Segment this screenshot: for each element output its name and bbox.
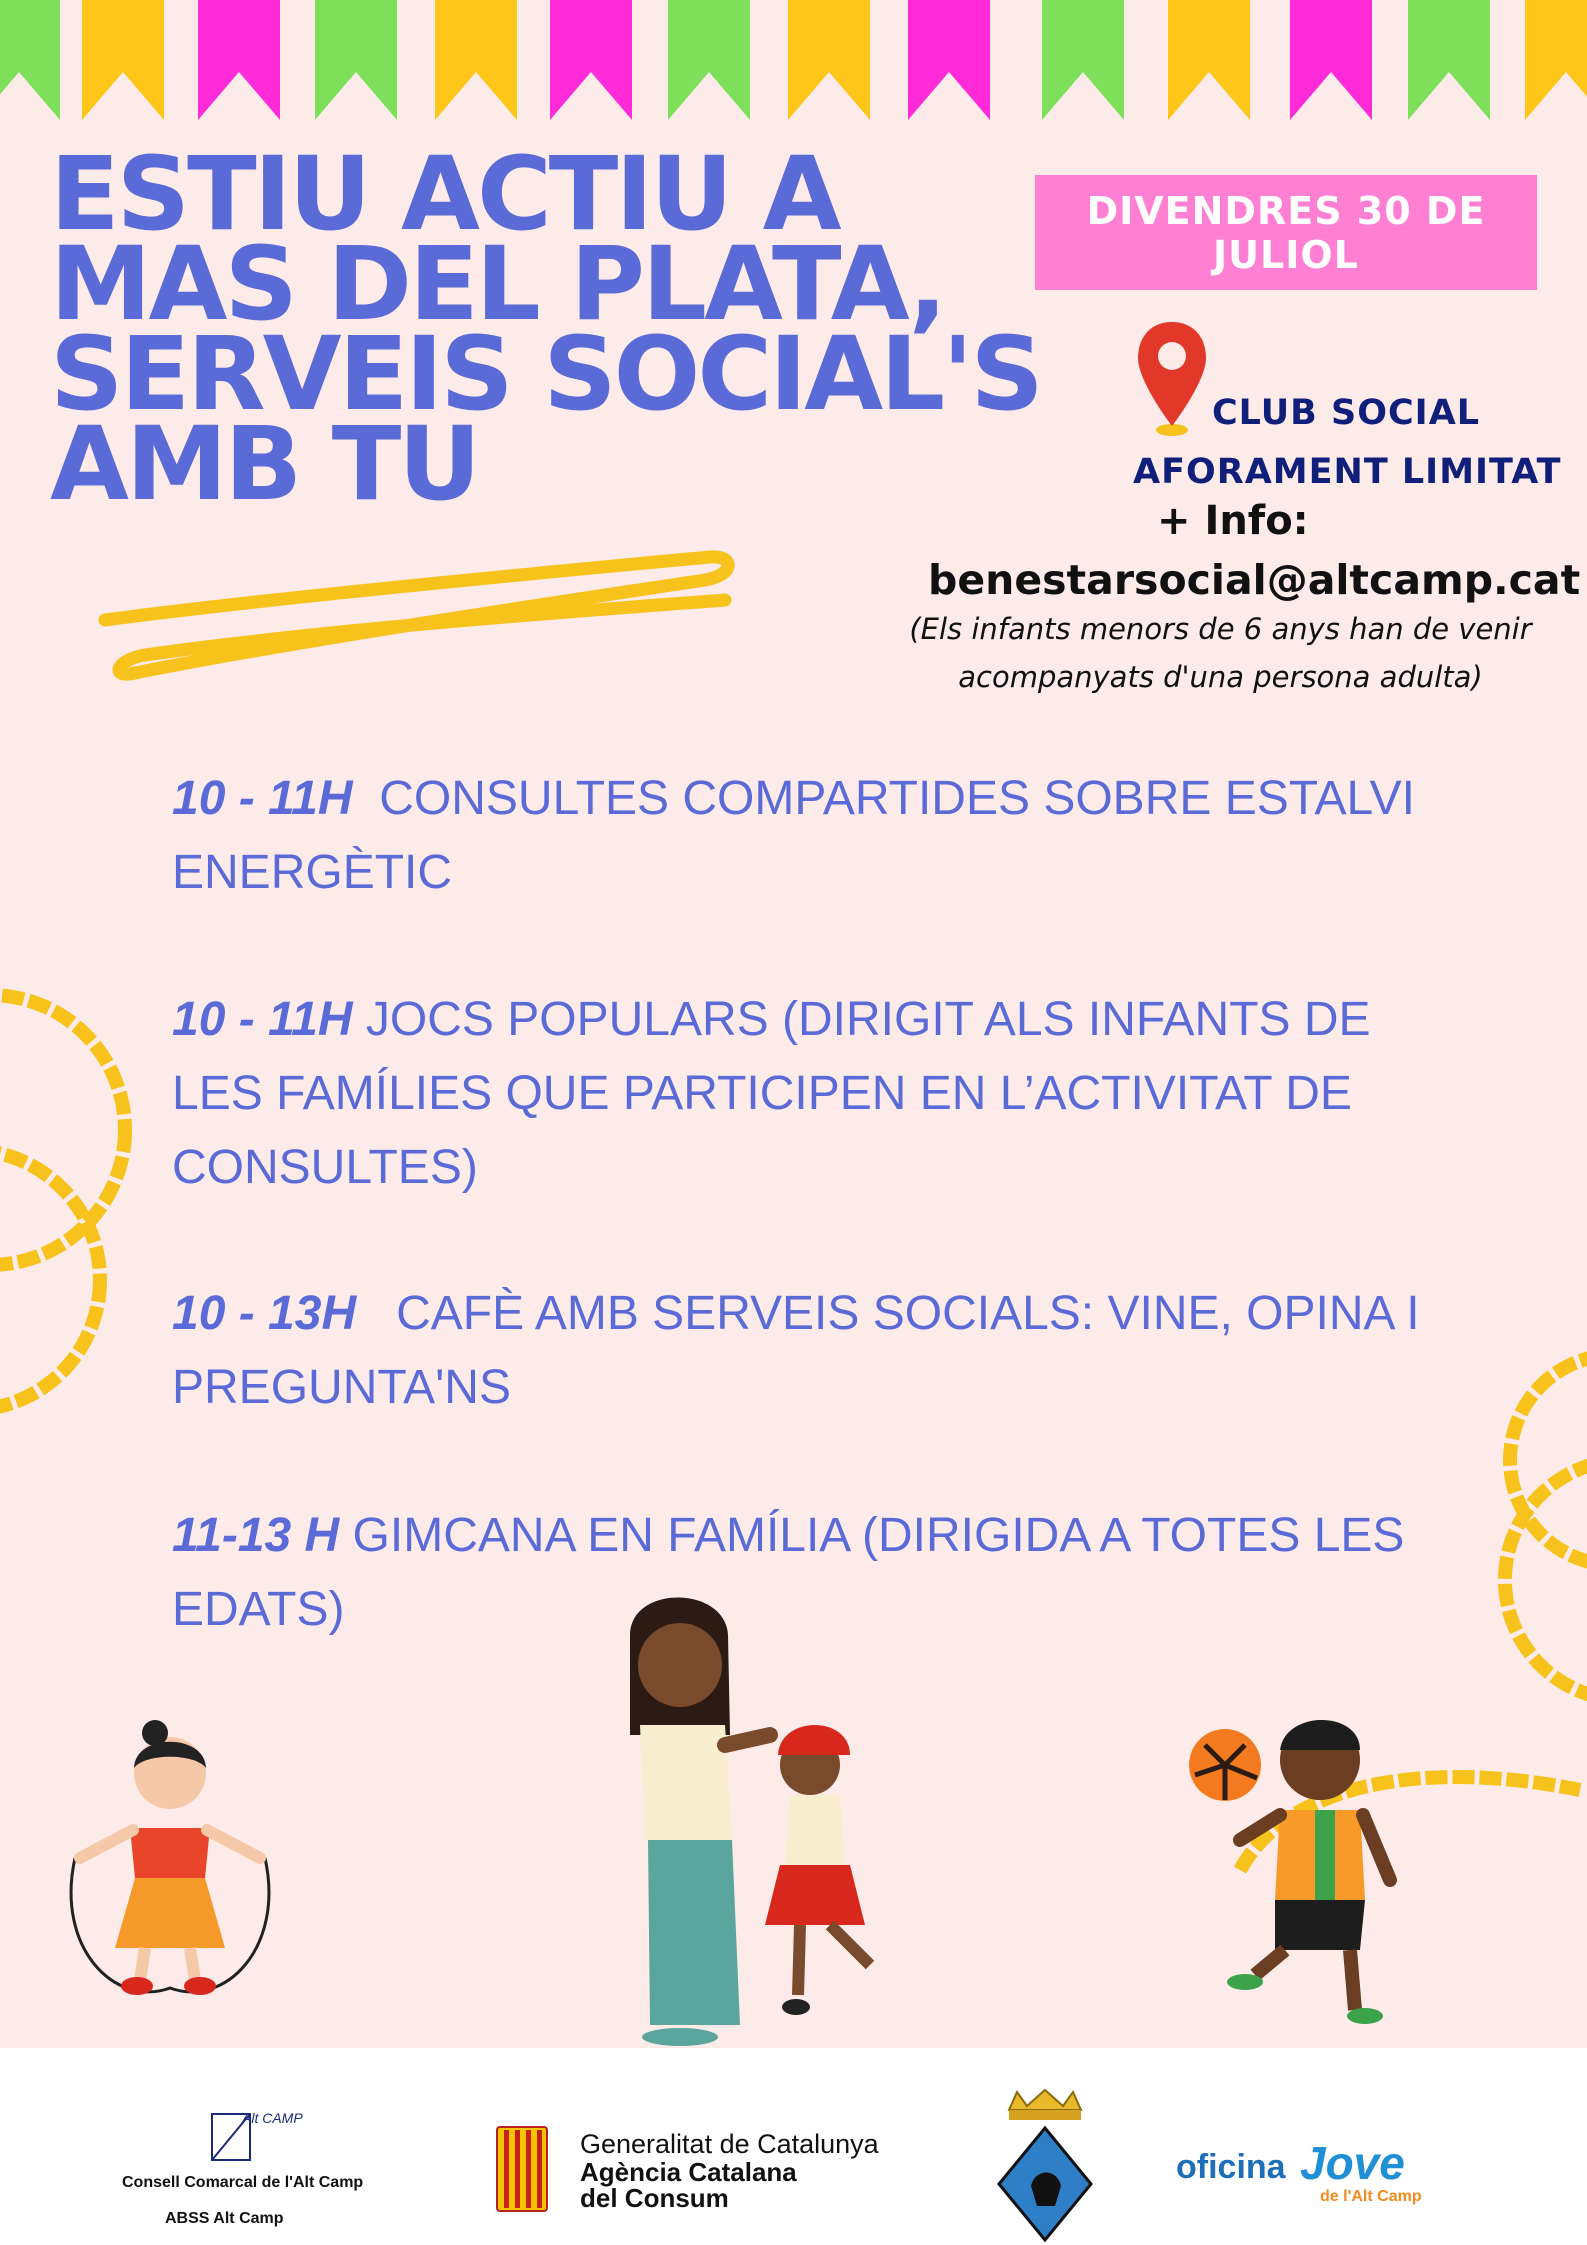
schedule-description: ENERGÈTIC [172, 846, 453, 899]
location-pin-icon [1132, 318, 1212, 438]
mother-and-daughter-illustration [610, 1595, 930, 2048]
info-label: + Info: [1157, 498, 1309, 544]
bunting-flag [435, 0, 517, 120]
jove-subtitle: de l'Alt Camp [1320, 2188, 1422, 2205]
venue-name: CLUB SOCIAL [1212, 393, 1481, 433]
boy-playing-ball-illustration [1185, 1700, 1415, 2030]
capacity-notice: AFORAMENT LIMITAT [1133, 452, 1562, 492]
bunting-flag [0, 0, 60, 120]
schedule-description: PREGUNTA'NS [172, 1361, 511, 1414]
schedule-description: CONSULTES) [172, 1141, 478, 1194]
oficina-word: oficina [1176, 2148, 1286, 2186]
schedule-description: LES FAMÍLIES QUE PARTICIPEN EN L’ACTIVITAT DE [172, 1067, 1352, 1120]
schedule-time: 10 - 11H [172, 772, 353, 825]
schedule-description: CONSULTES COMPARTIDES SOBRE ESTALVI [379, 772, 1415, 825]
bunting-flag [315, 0, 397, 120]
bunting-flag [1290, 0, 1372, 120]
yellow-circles-right [1455, 1350, 1587, 1720]
schedule-item [172, 762, 1432, 910]
title-line: SERVEIS SOCIAL'S [50, 315, 1041, 434]
generalitat-name: Generalitat de Catalunya [580, 2129, 879, 2159]
yellow-scribble-underline [95, 545, 745, 695]
contact-email[interactable]: benestarsocial@altcamp.cat [928, 556, 1581, 604]
schedule-description: GIMCANA EN FAMÍLIA (DIRIGIDA A TOTES LES [352, 1509, 1405, 1562]
title-line: MAS DEL PLATA, [50, 225, 945, 344]
consell-comarcal-mark: Alt CAMP [242, 2110, 303, 2126]
bunting-flag [198, 0, 280, 120]
age-note-line: acompanyats d'una persona adulta) [958, 660, 1483, 694]
event-title [50, 135, 1041, 524]
schedule-time: 10 - 11H [172, 993, 353, 1046]
yellow-circles-left [0, 980, 170, 1440]
event-date-badge [1035, 175, 1537, 290]
bunting-flag [82, 0, 164, 120]
bunting-flag [668, 0, 750, 120]
schedule-time: 11-13 H [172, 1509, 340, 1562]
schedule-description: EDATS) [172, 1583, 345, 1636]
age-note-line: (Els infants menors de 6 anys han de venir [909, 612, 1532, 646]
bunting-flag [1168, 0, 1250, 120]
schedule-description: CAFÈ AMB SERVEIS SOCIALS: VINE, OPINA I [396, 1287, 1420, 1340]
municipal-coat-of-arms-icon [995, 2088, 1095, 2243]
senyera-emblem-icon [496, 2126, 548, 2212]
bunting-flag [788, 0, 870, 120]
sponsors-footer [0, 2048, 1587, 2245]
agencia-name-line: Agència Catalana [580, 2157, 797, 2187]
schedule-item [172, 1277, 1432, 1425]
schedule-time: 10 - 13H [172, 1287, 357, 1340]
schedule-item [172, 983, 1432, 1205]
bunting-flag [1525, 0, 1587, 120]
bunting-flag [1042, 0, 1124, 120]
bunting-flag [550, 0, 632, 120]
date-line: JULIOL [1213, 232, 1359, 277]
title-line: ESTIU ACTIU A [50, 135, 839, 254]
bunting-flag [908, 0, 990, 120]
abss-label: ABSS Alt Camp [165, 2210, 284, 2227]
consell-comarcal-name: Consell Comarcal de l'Alt Camp [122, 2174, 364, 2191]
girl-jumping-rope-illustration [55, 1718, 285, 2008]
title-line: AMB TU [50, 405, 479, 524]
jove-word: Jove [1300, 2137, 1405, 2189]
bunting-flag [1408, 0, 1490, 120]
schedule-description: JOCS POPULARS (DIRIGIT ALS INFANTS DE [365, 993, 1371, 1046]
date-line: DIVENDRES 30 DE [1086, 188, 1486, 233]
agencia-name-line: del Consum [580, 2183, 729, 2213]
